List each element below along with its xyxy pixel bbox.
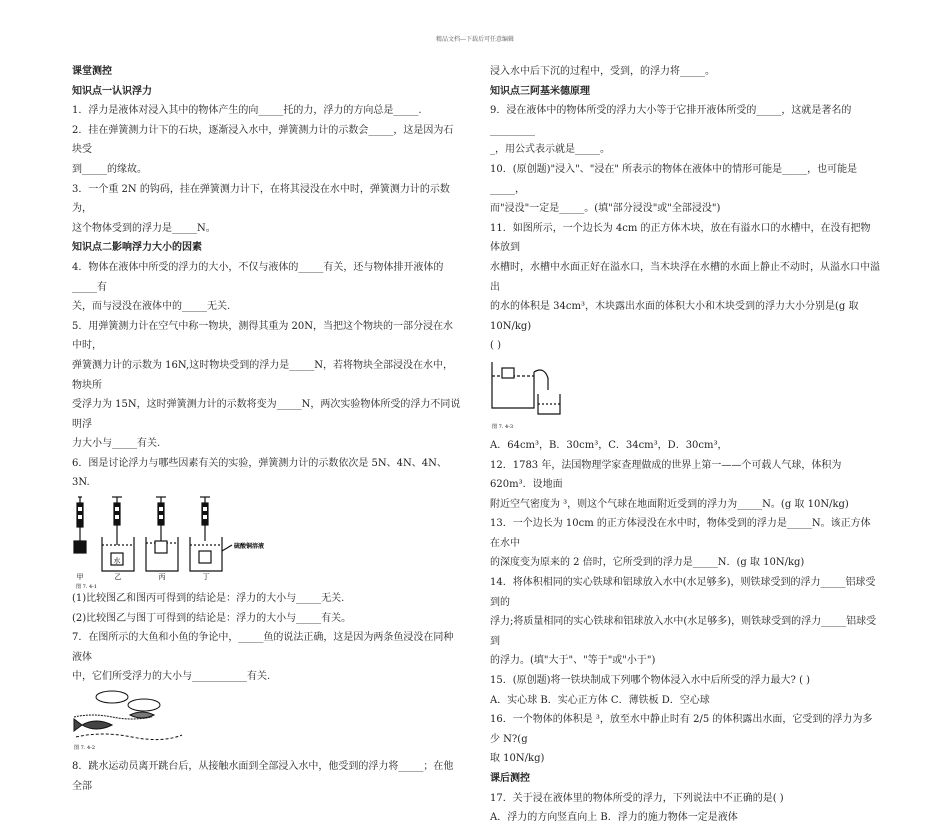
question-17: 17．关于浸在液体里的物体所受的浮力，下列说法中不正确的是( )	[490, 792, 784, 804]
question-7-line-1: 7．在图所示的大鱼和小鱼的争论中，_____鱼的说法正确，这是因为两条鱼浸没在同种液体	[72, 632, 454, 663]
question-11-line-2: 水槽时，水槽中水面正好在溢水口，当木块浮在水槽的水面上静止不动时，从溢水口中溢出	[490, 261, 880, 293]
page-header: 精品文档---下载后可任意编辑	[435, 36, 515, 43]
question-13-line-1: 13．一个边长为 10cm 的正方体浸没在水中时，物体受到的浮力是_____N。该正方体在水中	[490, 518, 871, 549]
figure-7-4-1-caption: 图 7. 4-1	[76, 584, 98, 590]
question-8-continued: 浸入水中后下沉的过程中，受到，的浮力将_____。	[490, 66, 715, 77]
question-6-part-1: (1)比较图乙和图丙可得到的结论是：浮力的大小与_____无关.	[72, 593, 345, 605]
question-14-line-3: 的浮力。(填"大于"、"等于"或"小于")	[490, 655, 656, 667]
question-1: 1．浮力是液体对浸入其中的物体产生的向_____托的力，浮力的方向总是_____.	[72, 105, 422, 117]
question-9-line-2: _，用公式表示就是_____。	[490, 144, 610, 156]
question-12-line-1: 12．1783 年，法国物理学家查理做成的世界上第一——个可载人气球，体积为 620m³．设地面	[490, 459, 842, 491]
label-ding: 丁	[202, 573, 210, 582]
question-15: 15．(原创题)将一铁块制成下列哪个物体浸入水中后所受的浮力最大? ( )	[490, 675, 811, 687]
question-8: 8．跳水运动员离开跳台后，从接触水面到全部浸入水中，他受到的浮力将_____；在他全部	[72, 761, 454, 792]
question-6-part-2: (2)比较图乙与图丁可得到的结论是：浮力的大小与_____有关。	[72, 612, 352, 624]
question-16-line-2: 取 10N/kg)	[490, 753, 545, 765]
question-14-line-2: 浮力;将质量相同的实心铁球和铝球放入水中(水足够多)，则铁球受到的浮力_____铝球受到	[490, 616, 877, 647]
figure-7-4-2-caption: 图 7. 4-2	[74, 745, 96, 752]
question-7-line-2: 中，它们所受浮力的大小与___________有关.	[72, 671, 271, 683]
figure-7-4-3-caption: 图 7. 4-3	[492, 423, 514, 430]
after-class-title: 课后测控	[490, 773, 530, 784]
question-4-line-1: 4．物体在液体中所受的浮力的大小，不仅与液体的_____有关，还与物体排开液体的_____有	[72, 261, 444, 293]
label-jia: 甲	[76, 573, 84, 582]
question-13-line-2: 的深度变为原来的 2 倍时，它所受到的浮力是_____N．(g 取 10N/kg)	[490, 557, 805, 569]
big-fish-small-fish-diagram	[72, 687, 192, 751]
knowledge-point-1-title: 知识点一认识浮力	[72, 85, 152, 97]
spring-scale-experiment-diagram	[72, 493, 332, 589]
question-3-line-2: 这个物体受到的浮力是_____N。	[72, 222, 216, 234]
right-column	[490, 62, 880, 828]
question-4-line-2: 关，而与浸没在液体中的_____无关.	[72, 301, 231, 313]
overflow-tank-diagram	[490, 356, 570, 436]
question-11-line-3: 的水的体积是 34cm³，木块露出水面的体积大小和木块受到的浮力大小分别是(g 取 10N/kg)	[490, 301, 859, 332]
question-2-line-1: 2．挂在弹簧测力计下的石块，逐渐浸入水中，弹簧测力计的示数会_____，这是因为石块受	[72, 124, 454, 156]
question-6: 6．图是讨论浮力与哪些因素有关的实验，弹簧测力计的示数依次是 5N、4N、4N、3N.	[72, 457, 447, 489]
question-15-options: A．实心球 B．实心正方体 C．薄铁板 D．空心球	[490, 694, 710, 706]
question-3-line-1: 3．一个重 2N 的钩码，挂在弹簧测力计下，在将其浸没在水中时，弹簧测力计的示数为，	[72, 183, 450, 215]
question-11-line-4: ( )	[490, 340, 501, 352]
question-16-line-1: 16．一个物体的体积是 ³，放至水中静止时有 2/5 的体积露出水面，它受到的浮力为多少 N?(g	[490, 714, 873, 745]
water-label: 水	[113, 557, 121, 566]
label-yi: 乙	[114, 573, 122, 582]
figure-7-4-1	[72, 493, 462, 589]
figure-7-4-2	[72, 687, 462, 751]
question-5-line-2: 弹簧测力计的示数为 16N,这时物块受到的浮力是_____N，若将物块全部浸没在水中，物块所	[72, 359, 453, 391]
question-5-line-4: 力大小与_____有关.	[72, 438, 161, 450]
question-2-line-2: 到_____的缘故。	[72, 163, 147, 175]
knowledge-point-3-title: 知识点三阿基米德原理	[490, 85, 590, 97]
copper-sulfate-label: 硫酸铜溶液	[234, 543, 265, 551]
question-14-line-1: 14．将体积相同的实心铁球和铝球放入水中(水足够多)，则铁球受到的浮力_____铝球受到的	[490, 577, 876, 608]
question-10-line-1: 10．(原创题)"浸入"、"浸在" 所表示的物体在液体中的情形可能是_____，也可能是_____，	[490, 163, 858, 195]
question-10-line-2: 而"浸没"一定是_____。(填"部分浸没"或"全部浸没")	[490, 203, 721, 215]
figure-7-4-3	[490, 356, 880, 436]
question-12-line-2: 附近空气密度为 ³，则这个气球在地面附近受到的浮力为_____N。(g 取 10N/kg)	[490, 498, 849, 510]
question-11-options: A．64cm³，B．30cm³，C．34cm³，D．30cm³，	[490, 439, 728, 451]
section-title-class-test: 课堂测控	[72, 66, 112, 77]
question-5-line-1: 5．用弹簧测力计在空气中称一物块，测得其重为 20N，当把这个物块的一部分浸在水中时，	[72, 320, 454, 352]
question-17-options: A．浮力的方向竖直向上 B．浮力的施力物体一定是液体	[490, 812, 738, 824]
question-11-line-1: 11．如图所示，一个边长为 4cm 的正方体木块，放在有溢水口的水槽中，在没有把物体放到	[490, 222, 871, 254]
left-column	[72, 62, 462, 796]
question-9-line-1: 9．浸在液体中的物体所受的浮力大小等于它排开液体所受的_____，这就是著名的_________	[490, 105, 852, 136]
knowledge-point-2-title: 知识点二影响浮力大小的因素	[72, 242, 202, 254]
label-bing: 丙	[158, 573, 166, 582]
question-5-line-3: 受浮力为 15N，这时弹簧测力计的示数将变为_____N，两次实验物体所受的浮力不同说明浮	[72, 399, 461, 430]
